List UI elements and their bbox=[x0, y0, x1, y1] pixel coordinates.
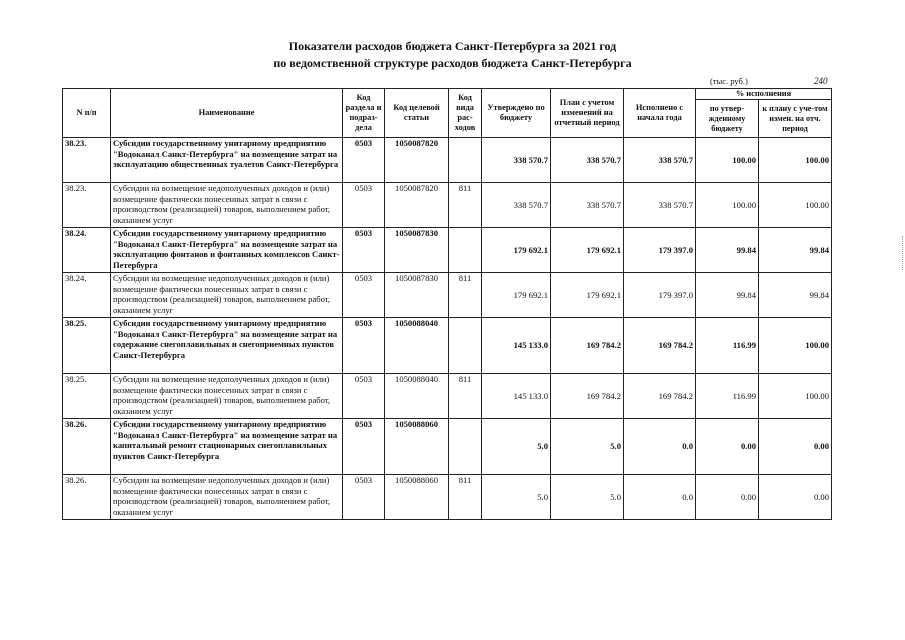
row-plan: 179 692.1 bbox=[551, 273, 624, 318]
row-pct-approved: 0.00 bbox=[696, 419, 759, 475]
row-pct-plan: 0.00 bbox=[759, 419, 832, 475]
page-number: 240 bbox=[814, 76, 828, 86]
col-header-kind: Код вида рас-ходов bbox=[449, 89, 482, 138]
row-kind: 811 bbox=[449, 374, 482, 419]
row-pct-plan: 100.00 bbox=[759, 318, 832, 374]
row-pct-plan: 99.84 bbox=[759, 273, 832, 318]
row-name: Субсидии на возмещение недополученных доходов и (или) возмещение фактически понесенных затрат в связи с производством (реализацией) товаров, выполнением работ, оказанием услуг bbox=[111, 183, 343, 228]
row-plan: 338 570.7 bbox=[551, 138, 624, 183]
scan-edge-mark bbox=[902, 236, 903, 270]
row-target: 1050087830 bbox=[385, 273, 449, 318]
table-row bbox=[63, 475, 832, 520]
row-plan: 5.0 bbox=[551, 475, 624, 520]
table-row bbox=[63, 374, 832, 419]
row-section: 0503 bbox=[343, 318, 385, 374]
col-header-approved: Утверждено по бюджету bbox=[482, 89, 551, 138]
row-approved: 145 133.0 bbox=[482, 374, 551, 419]
row-kind: 811 bbox=[449, 273, 482, 318]
row-pct-approved: 100.00 bbox=[696, 183, 759, 228]
col-header-num: N п/п bbox=[63, 89, 111, 138]
row-executed: 179 397.0 bbox=[624, 228, 696, 273]
report-title: Показатели расходов бюджета Санкт-Петербурга за 2021 год bbox=[288, 39, 617, 53]
col-header-pct-approved: по утвер-жденному бюджету bbox=[696, 100, 759, 138]
row-pct-plan: 100.00 bbox=[759, 138, 832, 183]
row-approved: 5.0 bbox=[482, 419, 551, 475]
row-pct-approved: 99.84 bbox=[696, 228, 759, 273]
row-section: 0503 bbox=[343, 419, 385, 475]
col-header-pct-group: % исполнения bbox=[696, 89, 832, 100]
col-header-pct-plan: к плану с уче-том измен. на отч. период bbox=[759, 100, 832, 138]
table-row bbox=[63, 273, 832, 318]
row-executed: 179 397.0 bbox=[624, 273, 696, 318]
row-target: 1050088060 bbox=[385, 419, 449, 475]
row-executed: 169 784.2 bbox=[624, 374, 696, 419]
row-num: 38.26. bbox=[63, 419, 111, 475]
row-num: 38.23. bbox=[63, 183, 111, 228]
row-pct-approved: 116.99 bbox=[696, 318, 759, 374]
row-plan: 179 692.1 bbox=[551, 228, 624, 273]
row-approved: 5.0 bbox=[482, 475, 551, 520]
row-target: 1050088060 bbox=[385, 475, 449, 520]
table-row bbox=[63, 228, 832, 273]
row-target: 1050087820 bbox=[385, 183, 449, 228]
table-row bbox=[63, 318, 832, 374]
expenditure-table bbox=[62, 88, 832, 520]
row-plan: 5.0 bbox=[551, 419, 624, 475]
row-target: 1050088040 bbox=[385, 374, 449, 419]
row-name: Субсидии государственному унитарному предприятию "Водоканал Санкт-Петербурга" на возмещение затрат на капитальный ремонт стационарных снегоплавильных пунктов Санкт-Петербурга bbox=[111, 419, 343, 475]
row-pct-plan: 100.00 bbox=[759, 374, 832, 419]
row-kind bbox=[449, 318, 482, 374]
row-approved: 179 692.1 bbox=[482, 228, 551, 273]
row-kind bbox=[449, 419, 482, 475]
row-executed: 0.0 bbox=[624, 475, 696, 520]
table-row bbox=[63, 419, 832, 475]
row-num: 38.25. bbox=[63, 318, 111, 374]
row-target: 1050087820 bbox=[385, 138, 449, 183]
row-kind: 811 bbox=[449, 183, 482, 228]
row-executed: 338 570.7 bbox=[624, 183, 696, 228]
row-pct-approved: 100.00 bbox=[696, 138, 759, 183]
row-plan: 169 784.2 bbox=[551, 374, 624, 419]
col-header-name: Наименование bbox=[111, 89, 343, 138]
row-num: 38.26. bbox=[63, 475, 111, 520]
col-header-section: Код раздела и подраз-дела bbox=[343, 89, 385, 138]
col-header-target: Код целевой статьи bbox=[385, 89, 449, 138]
row-approved: 145 133.0 bbox=[482, 318, 551, 374]
row-name: Субсидии на возмещение недополученных доходов и (или) возмещение фактически понесенных затрат в связи с производством (реализацией) товаров, выполнением работ, оказанием услуг bbox=[111, 273, 343, 318]
row-section: 0503 bbox=[343, 273, 385, 318]
row-num: 38.24. bbox=[63, 273, 111, 318]
row-approved: 338 570.7 bbox=[482, 138, 551, 183]
row-section: 0503 bbox=[343, 183, 385, 228]
row-approved: 338 570.7 bbox=[482, 183, 551, 228]
row-pct-approved: 116.99 bbox=[696, 374, 759, 419]
row-target: 1050088040 bbox=[385, 318, 449, 374]
row-name: Субсидии государственному унитарному предприятию "Водоканал Санкт-Петербурга" на возмещение затрат на содержание снегоплавильных и снегоприемных пунктов Санкт-Петербурга bbox=[111, 318, 343, 374]
row-section: 0503 bbox=[343, 138, 385, 183]
row-kind bbox=[449, 138, 482, 183]
row-pct-plan: 100.00 bbox=[759, 183, 832, 228]
row-name: Субсидии государственному унитарному предприятию "Водоканал Санкт-Петербурга" на возмещение затрат на эксплуатацию общественных туалетов Санкт-Петербурга bbox=[111, 138, 343, 183]
row-name: Субсидии государственному унитарному предприятию "Водоканал Санкт-Петербурга" на возмещение затрат на эксплуатацию фонтанов и фонтанных комплексов Санкт-Петербурга bbox=[111, 228, 343, 273]
row-pct-plan: 0.00 bbox=[759, 475, 832, 520]
table-row bbox=[63, 183, 832, 228]
row-executed: 0.0 bbox=[624, 419, 696, 475]
row-num: 38.23. bbox=[63, 138, 111, 183]
col-header-executed: Исполнено с начала года bbox=[624, 89, 696, 138]
row-name: Субсидии на возмещение недополученных доходов и (или) возмещение фактически понесенных затрат в связи с производством (реализацией) товаров, выполнением работ, оказанием услуг bbox=[111, 374, 343, 419]
row-pct-approved: 0.00 bbox=[696, 475, 759, 520]
row-num: 38.25. bbox=[63, 374, 111, 419]
row-pct-approved: 99.84 bbox=[696, 273, 759, 318]
report-subtitle: по ведомственной структуре расходов бюджета Санкт-Петербурга bbox=[273, 56, 632, 70]
units-label: (тыс. руб.) bbox=[710, 76, 748, 86]
row-executed: 169 784.2 bbox=[624, 318, 696, 374]
row-section: 0503 bbox=[343, 374, 385, 419]
row-name: Субсидии на возмещение недополученных доходов и (или) возмещение фактически понесенных затрат в связи с производством (реализацией) товаров, выполнением работ, оказанием услуг bbox=[111, 475, 343, 520]
row-executed: 338 570.7 bbox=[624, 138, 696, 183]
row-section: 0503 bbox=[343, 228, 385, 273]
row-kind bbox=[449, 228, 482, 273]
col-header-plan: План с учетом изменений на отчетный период bbox=[551, 89, 624, 138]
row-pct-plan: 99.84 bbox=[759, 228, 832, 273]
row-plan: 338 570.7 bbox=[551, 183, 624, 228]
row-section: 0503 bbox=[343, 475, 385, 520]
row-kind: 811 bbox=[449, 475, 482, 520]
row-target: 1050087830 bbox=[385, 228, 449, 273]
table-row bbox=[63, 138, 832, 183]
row-plan: 169 784.2 bbox=[551, 318, 624, 374]
row-approved: 179 692.1 bbox=[482, 273, 551, 318]
row-num: 38.24. bbox=[63, 228, 111, 273]
